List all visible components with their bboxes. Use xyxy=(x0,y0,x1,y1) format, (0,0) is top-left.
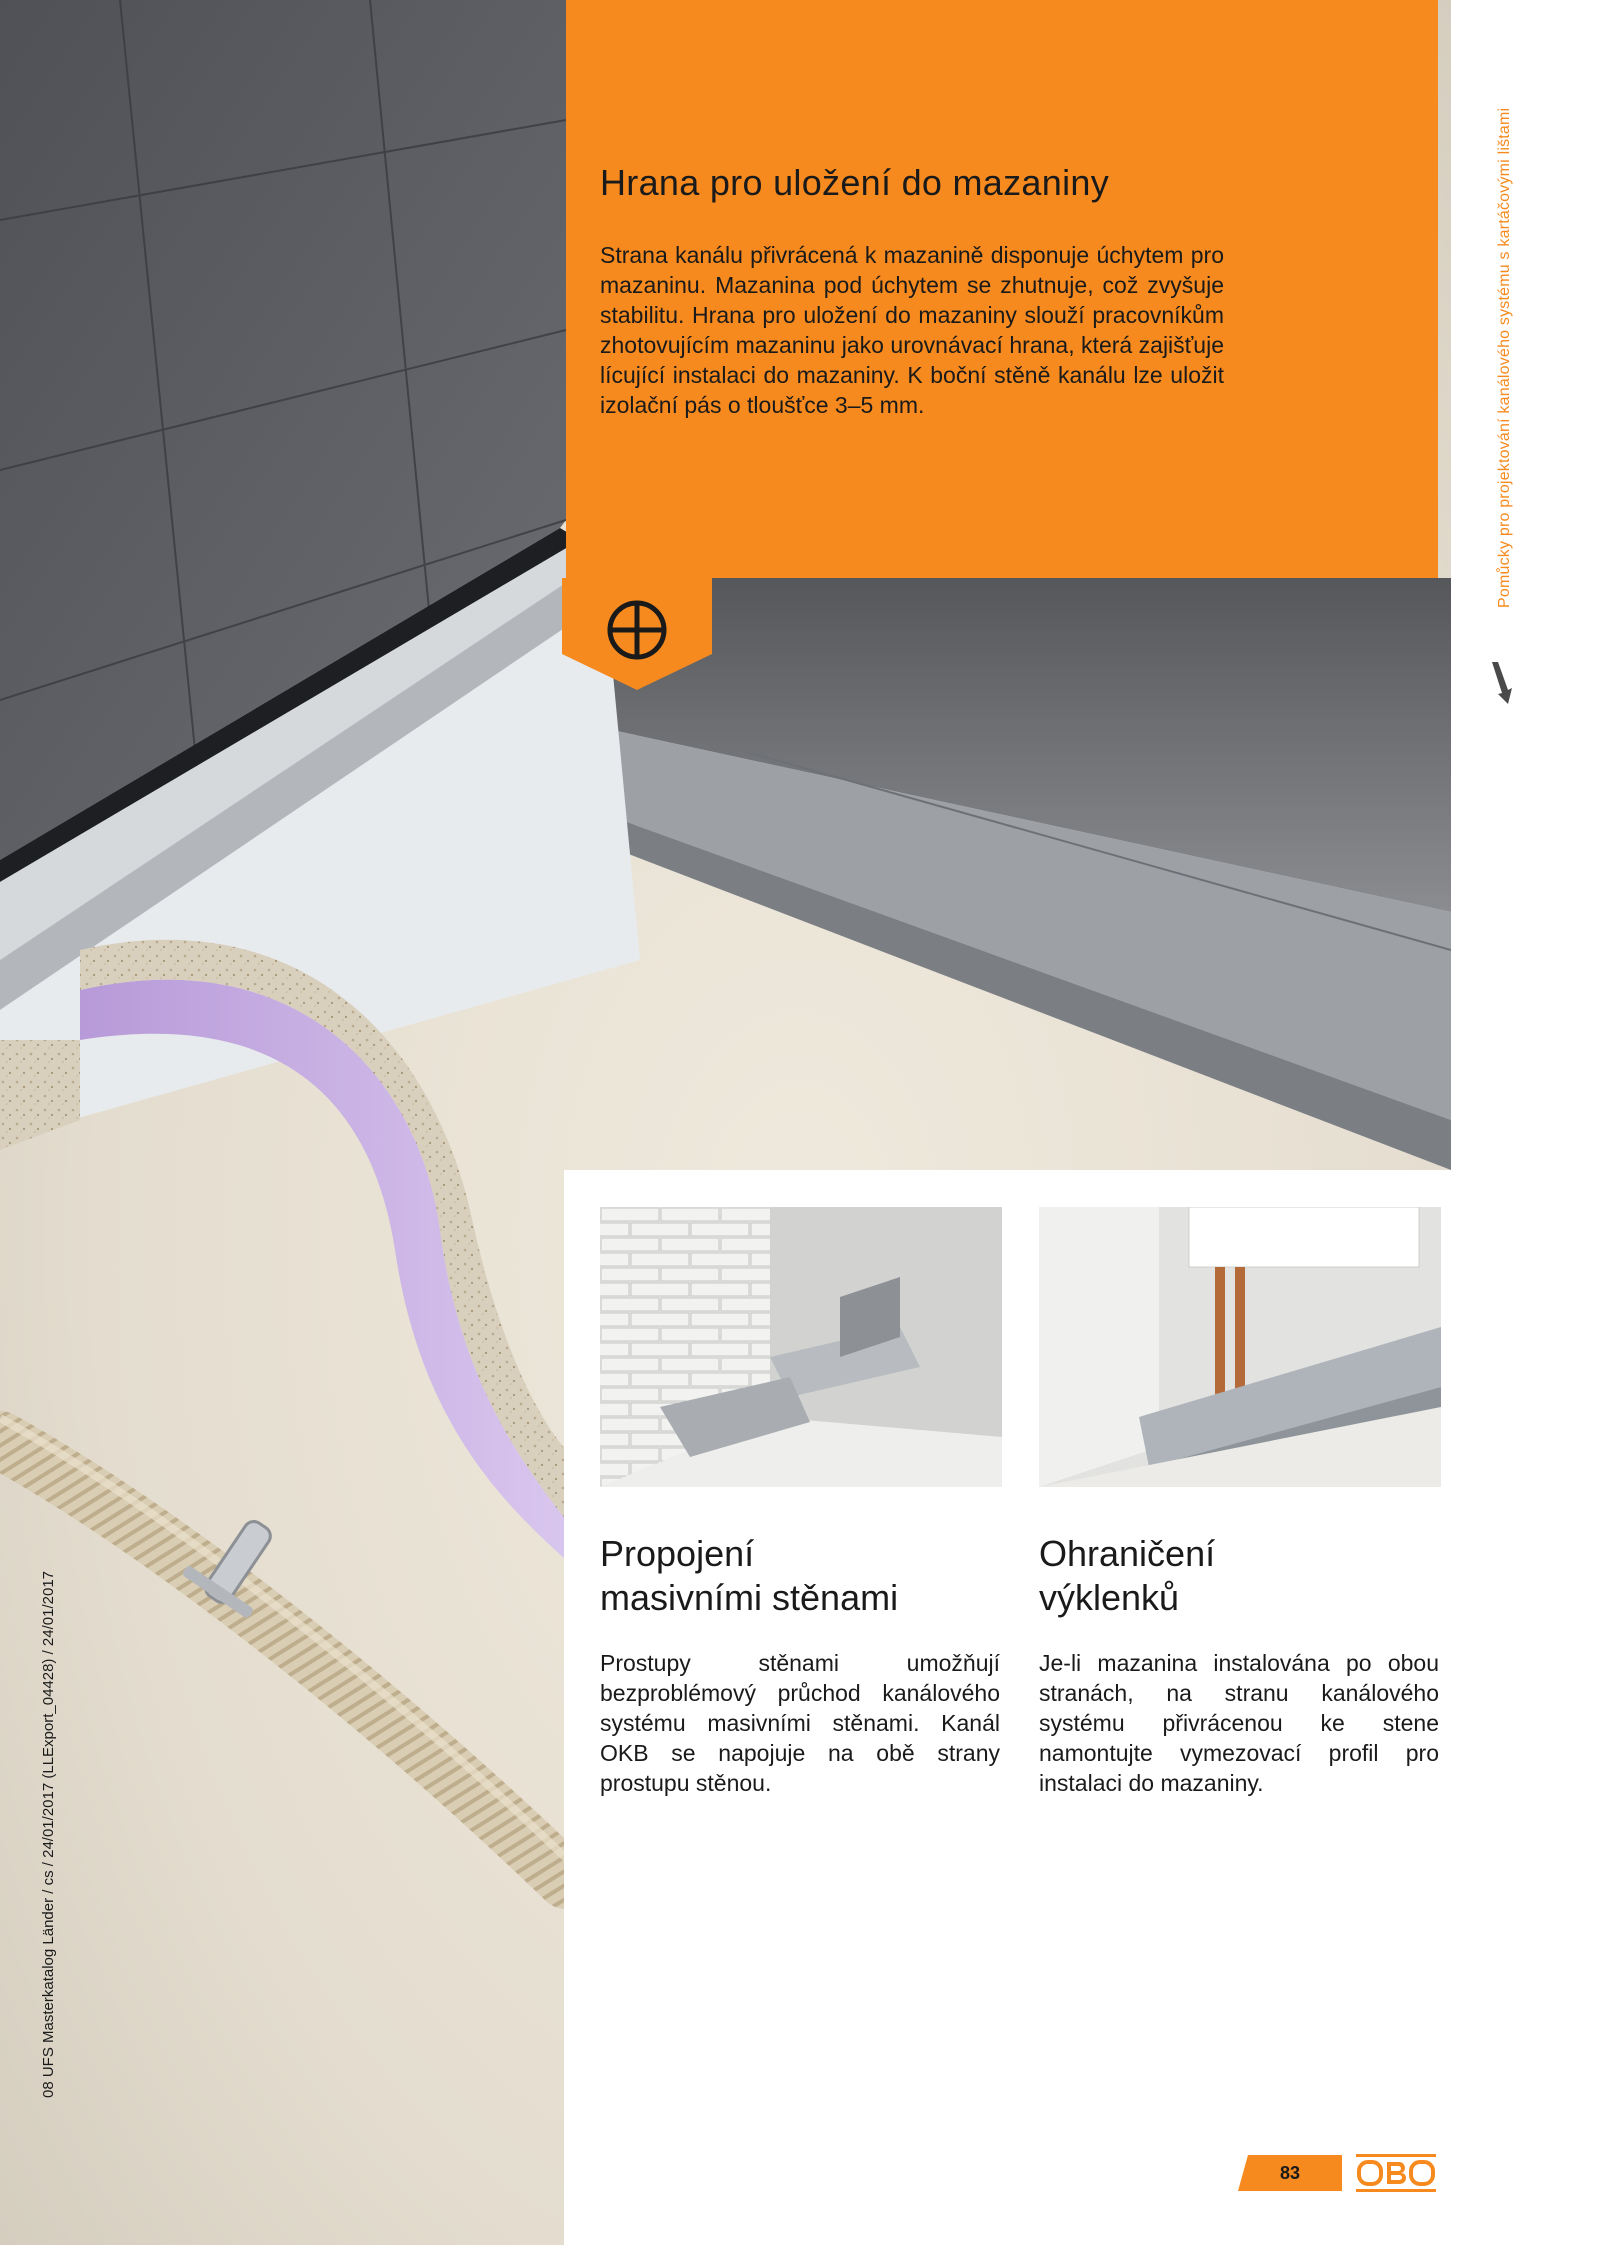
page-number-tab xyxy=(1238,2155,1342,2191)
column-title-line: masivními stěnami xyxy=(600,1577,899,1618)
arrow-down-icon xyxy=(1488,660,1514,706)
info-box xyxy=(566,0,1438,578)
column-title-wall-penetration xyxy=(600,1532,898,1620)
detail-panel xyxy=(564,1170,1451,2245)
column-title-line: Ohraničení xyxy=(1039,1533,1216,1574)
obo-logo xyxy=(1356,2154,1436,2192)
column-title-line: Propojení xyxy=(600,1533,755,1574)
niche-limit-image xyxy=(1039,1207,1441,1487)
print-metadata: 08 UFS Masterkatalog Länder / cs / 24/01/2017 (LLExport_04428) / 24/01/2017 xyxy=(40,1570,57,2098)
page-number: 83 xyxy=(1279,2163,1301,2183)
column-text-niche-limit: Je-li mazanina instalována po obou stranách, na stranu kanálového systému přivrácenou ke stene namontujte vymezovací profil pro instalaci do mazaniny. xyxy=(1039,1650,1439,1796)
section-text: Strana kanálu přivrácená k mazanině disponuje úchytem pro mazaninu. Mazanina pod úchytem se zhutnuje, což zvyšuje stabilitu. Hrana pro uložení do mazaniny slouží pracovníkům zhotovujícím mazaninu jako urovnávací hrana, která zajišťuje lícující instalaci do mazaniny. K boční stěně kanálu lze uložit izolační pás o tloušťce 3–5 mm. xyxy=(600,242,1224,418)
column-text-wall-penetration: Prostupy stěnami umožňují bezproblémový průchod kanálového systému masivními stěnami. Kanál OKB se napojuje na obě strany prostupu stěnou. xyxy=(600,1650,1000,1796)
circle-plus-icon xyxy=(562,578,712,690)
section-title: Hrana pro uložení do mazaniny xyxy=(600,162,1109,203)
column-title-niche-limit xyxy=(1039,1532,1215,1620)
column-title-line: výklenků xyxy=(1039,1577,1180,1618)
wall-penetration-image xyxy=(600,1207,1002,1487)
chapter-title-vertical: Pomůcky pro projektování kanálového systému s kartáčovými lištami xyxy=(1496,107,1513,608)
